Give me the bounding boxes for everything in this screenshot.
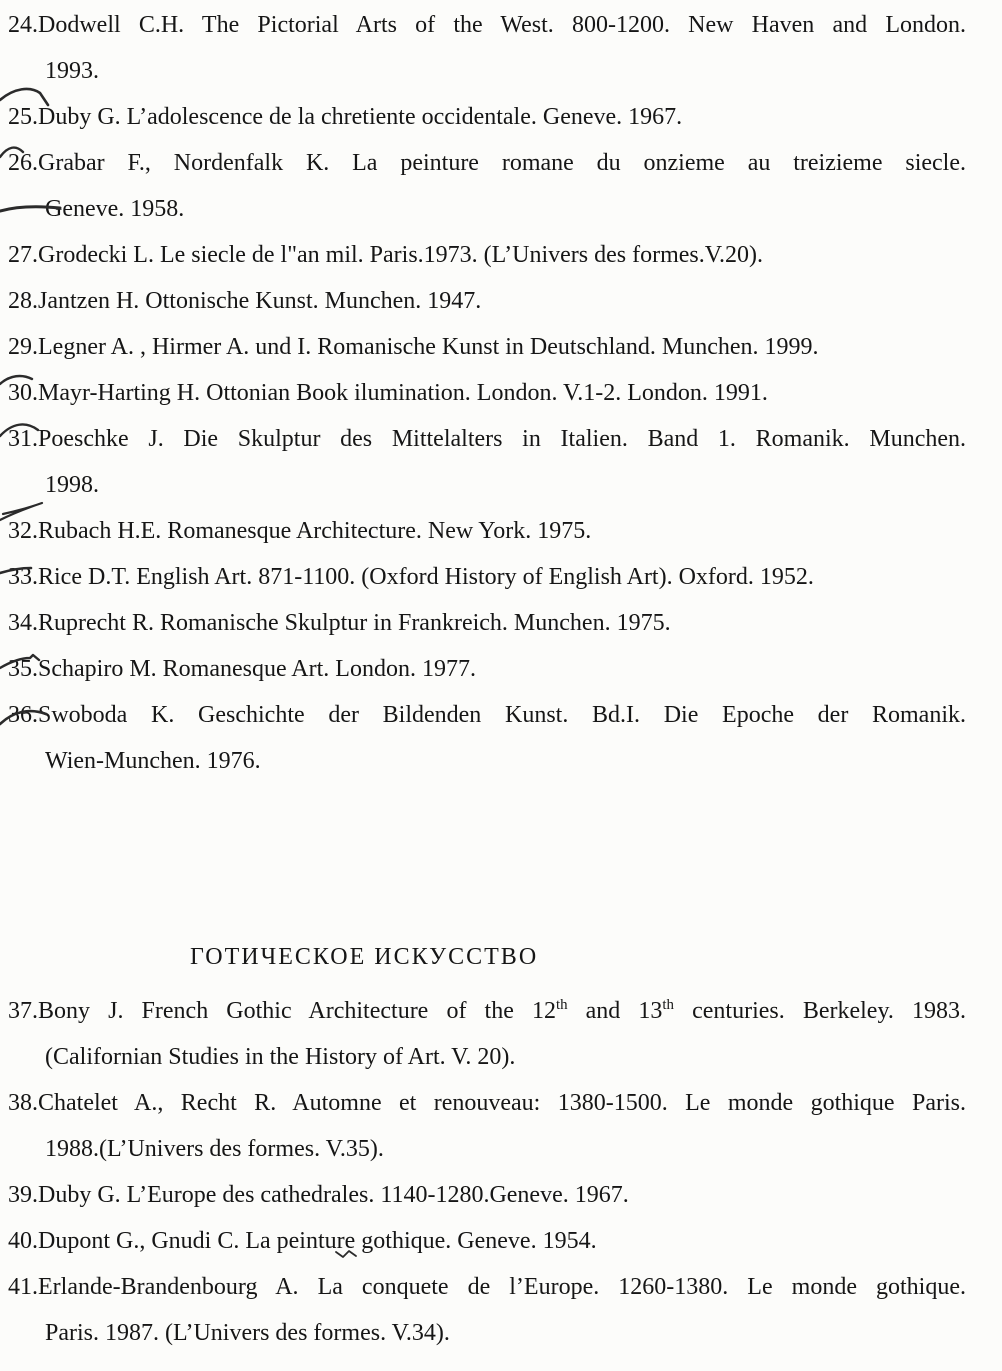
bib-entry-34: 34.Ruprecht R. Romanische Skulptur in Frankreich. Munchen. 1975. [8,610,671,636]
bib-entry-25: 25.Duby G. L’adolescence de la chretiente occidentale. Geneve. 1967. [8,104,683,130]
bib-entry-41-line1: 41.Erlande-Brandenbourg A. La conquete de l’Europe. 1260-1380. Le monde gothique. [8,1274,966,1300]
bib-entry-26-line1: 26.Grabar F., Nordenfalk K. La peinture romane du onzieme au treizieme siecle. [8,150,966,176]
bib-entry-35: 35.Schapiro M. Romanesque Art. London. 1977. [8,656,476,682]
bib-entry-26-line2: Geneve. 1958. [45,196,185,222]
bib-entry-39: 39.Duby G. L’Europe des cathedrales. 1140-1280.Geneve. 1967. [8,1182,629,1208]
bib-entry-24-line1: 24.Dodwell C.H. The Pictorial Arts of the West. 800-1200. New Haven and London. [8,12,966,38]
bib-entry-36-line1: 36.Swoboda K. Geschichte der Bildenden Kunst. Bd.I. Die Epoche der Romanik. [8,702,966,728]
bib-entry-40: 40.Dupont G., Gnudi C. La peinture gothique. Geneve. 1954. [8,1228,597,1254]
bib-entry-37-superscript-th-2: th [662,997,674,1013]
bib-entry-31-line1: 31.Poeschke J. Die Skulptur des Mittelalters in Italien. Band 1. Romanik. Munchen. [8,426,966,452]
bib-entry-31-line2: 1998. [45,472,99,498]
bib-entry-37-line2: (Californian Studies in the History of Art. V. 20). [45,1044,516,1070]
bib-entry-37-part2: and 13 [567,998,663,1024]
bib-entry-30: 30.Mayr-Harting H. Ottonian Book ilumination. London. V.1-2. London. 1991. [8,380,768,406]
bib-entry-38-line1: 38.Chatelet A., Recht R. Automne et renouveau: 1380-1500. Le monde gothique Paris. [8,1090,966,1116]
bib-entry-29: 29.Legner A. , Hirmer A. und I. Romanische Kunst in Deutschland. Munchen. 1999. [8,334,819,360]
bibliography-list-romanesque [8,2,966,784]
bibliography-list-gothic [8,988,966,1356]
bib-entry-36-line2: Wien-Munchen. 1976. [45,748,261,774]
bib-entry-37-part3: centuries. Berkeley. 1983. [674,998,967,1024]
bib-entry-37-part1: 37.Bony J. French Gothic Architecture of the 12 [8,998,556,1024]
bib-entry-27: 27.Grodecki L. Le siecle de l"an mil. Paris.1973. (L’Univers des formes.V.20). [8,242,763,268]
bib-entry-32: 32.Rubach H.E. Romanesque Architecture. New York. 1975. [8,518,592,544]
bib-entry-38-line2: 1988.(L’Univers des formes. V.35). [45,1136,384,1162]
bib-entry-24-line2: 1993. [45,58,99,84]
bib-entry-33: 33.Rice D.T. English Art. 871-1100. (Oxford History of English Art). Oxford. 1952. [8,564,814,590]
section-heading-gothic-art: ГОТИЧЕСКОЕ ИСКУССТВО [190,944,539,970]
bib-entry-28: 28.Jantzen H. Ottonische Kunst. Munchen. 1947. [8,288,482,314]
bib-entry-41-line2: Paris. 1987. (L’Univers des formes. V.34). [45,1320,450,1346]
bib-entry-37-superscript-th-1: th [555,997,568,1013]
bib-entry-37-line1 [8,988,966,1034]
